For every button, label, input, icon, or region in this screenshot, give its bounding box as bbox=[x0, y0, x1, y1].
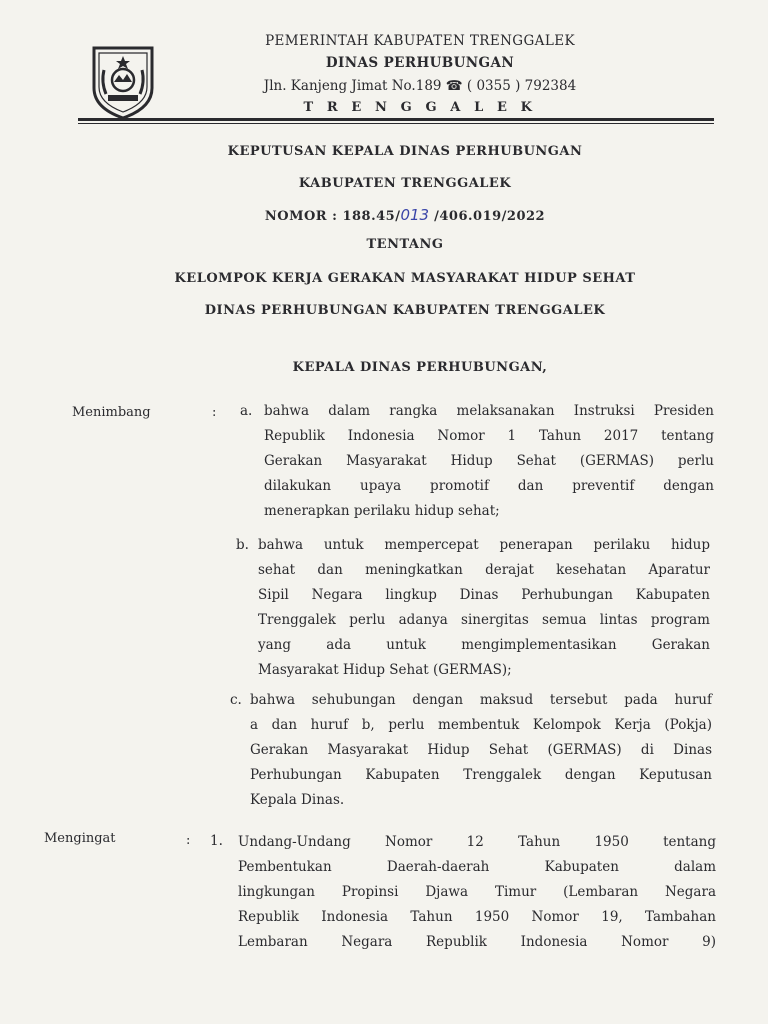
menimbang-item-c-marker: c. bbox=[230, 692, 242, 708]
menimbang-item-a-marker: a. bbox=[240, 403, 253, 419]
text-line: Gerakan Masyarakat Hidup Sehat (GERMAS) perlu bbox=[264, 453, 714, 469]
decree-authority: KEPALA DINAS PERHUBUNGAN, bbox=[292, 360, 548, 375]
letterhead-rule-thin bbox=[78, 123, 714, 124]
decree-subject-line1: KELOMPOK KERJA GERAKAN MASYARAKAT HIDUP SEHAT bbox=[174, 271, 636, 286]
menimbang-item-a bbox=[264, 399, 714, 524]
decree-regency: KABUPATEN TRENGGALEK bbox=[298, 176, 512, 191]
decree-number-suffix: /406.019/2022 bbox=[429, 209, 546, 224]
text-line: Gerakan Masyarakat Hidup Sehat (GERMAS) di Dinas bbox=[250, 742, 712, 758]
text-line: Undang-Undang Nomor 12 Tahun 1950 tentang bbox=[238, 834, 716, 850]
letterhead-rule-thick bbox=[78, 118, 714, 121]
decree-number-prefix: NOMOR : 188.45/ bbox=[264, 209, 401, 224]
mengingat-colon: : bbox=[186, 833, 191, 848]
menimbang-label: Menimbang bbox=[72, 405, 151, 420]
trenggalek-regency-emblem-icon bbox=[88, 40, 158, 120]
menimbang-item-b bbox=[258, 533, 710, 683]
text-line: yang ada untuk mengimplementasikan Gerakan bbox=[258, 637, 710, 653]
letterhead-city: T R E N G G A L E K bbox=[303, 100, 537, 115]
text-line: Kepala Dinas. bbox=[250, 792, 345, 808]
menimbang-item-b-marker: b. bbox=[236, 537, 249, 553]
mengingat-item-1-marker: 1. bbox=[210, 833, 223, 849]
text-line: lingkungan Propinsi Djawa Timur (Lembaran Negara bbox=[238, 884, 716, 900]
text-line: a dan huruf b, perlu membentuk Kelompok Kerja (Pokja) bbox=[250, 717, 712, 733]
letterhead-office: DINAS PERHUBUNGAN bbox=[325, 55, 515, 71]
text-line: Trenggalek perlu adanya sinergitas semua lintas program bbox=[258, 612, 710, 628]
text-line: Lembaran Negara Republik Indonesia Nomor 9) bbox=[238, 934, 716, 950]
menimbang-item-c bbox=[250, 688, 712, 813]
text-line: Republik Indonesia Nomor 1 Tahun 2017 tentang bbox=[264, 428, 714, 444]
text-line: bahwa dalam rangka melaksanakan Instruksi Presiden bbox=[264, 403, 714, 419]
text-line: bahwa sehubungan dengan maksud tersebut pada huruf bbox=[250, 692, 712, 708]
decree-subject-line2: DINAS PERHUBUNGAN KABUPATEN TRENGGALEK bbox=[204, 303, 606, 318]
menimbang-colon: : bbox=[212, 405, 217, 420]
mengingat-item-1 bbox=[238, 830, 716, 955]
text-line: Republik Indonesia Tahun 1950 Nomor 19, Tambahan bbox=[238, 909, 716, 925]
text-line: Pembentukan Daerah-daerah Kabupaten dalam bbox=[238, 859, 716, 875]
text-line: sehat dan meningkatkan derajat kesehatan Aparatur bbox=[258, 562, 710, 578]
decree-number bbox=[60, 206, 750, 224]
decree-title: KEPUTUSAN KEPALA DINAS PERHUBUNGAN bbox=[227, 144, 583, 159]
decree-number-handwritten: 013 bbox=[400, 206, 430, 224]
letterhead-government: PEMERINTAH KABUPATEN TRENGGALEK bbox=[265, 33, 575, 49]
text-line: Masyarakat Hidup Sehat (GERMAS); bbox=[258, 662, 512, 678]
text-line: Perhubungan Kabupaten Trenggalek dengan Keputusan bbox=[250, 767, 712, 783]
text-line: dilakukan upaya promotif dan preventif dengan bbox=[264, 478, 714, 494]
text-line: menerapkan perilaku hidup sehat; bbox=[264, 503, 500, 519]
decree-about: TENTANG bbox=[366, 237, 444, 252]
mengingat-label: Mengingat bbox=[44, 831, 116, 846]
text-line: bahwa untuk mempercepat penerapan perilaku hidup bbox=[258, 537, 710, 553]
text-line: Sipil Negara lingkup Dinas Perhubungan Kabupaten bbox=[258, 587, 710, 603]
letterhead-address: Jln. Kanjeng Jimat No.189 ☎ ( 0355 ) 792384 bbox=[263, 78, 577, 94]
